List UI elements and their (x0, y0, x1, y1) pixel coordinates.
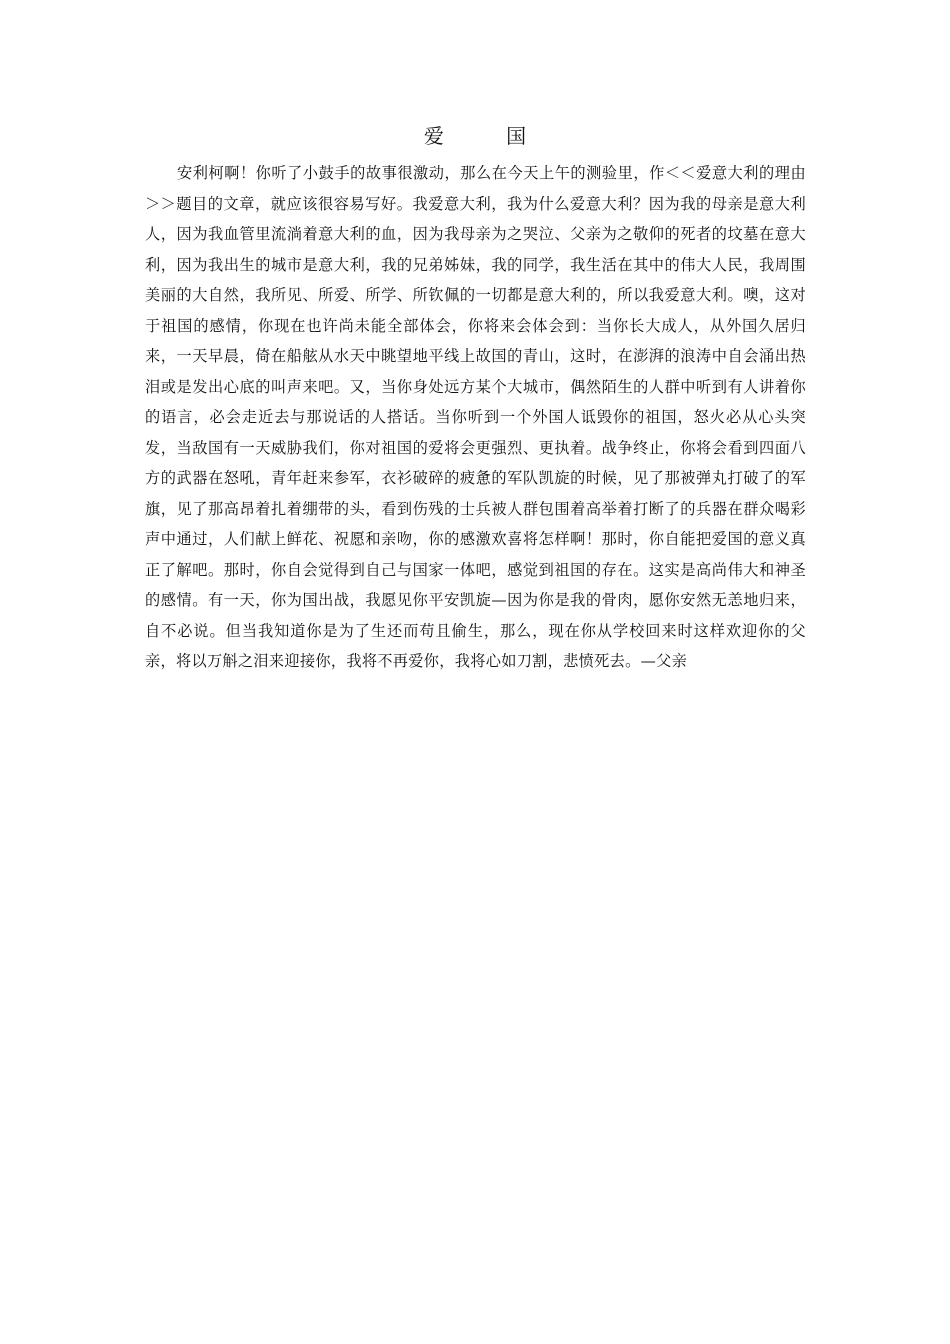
document-title: 爱 国 (423, 124, 555, 148)
document-body-paragraph: 安利柯啊！你听了小鼓手的故事很激动，那么在今天上午的测验里，作＜＜爱意大利的理由＞＞题目的文章，就应该很容易写好。我爱意大利，我为什么爱意大利？因为我的母亲是意大利人，因为我血管里流淌着意大利的血，因为我母亲为之哭泣、父亲为之敬仰的死者的坟墓在意大利，因为我出生的城市是意大利，我的兄弟姊妹，我的同学，我生活在其中的伟大人民，我周围美丽的大自然，我所见、所爱、所学、所钦佩的一切都是意大利的，所以我爱意大利。噢，这对于祖国的感情，你现在也许尚未能全部体会，你将来会体会到：当你长大成人，从外国久居归来，一天早晨，倚在船舷从水天中眺望地平线上故国的青山，这时，在澎湃的浪涛中自会涌出热泪或是发出心底的叫声来吧。又，当你身处远方某个大城市，偶然陌生的人群中听到有人讲着你的语言，必会走近去与那说话的人搭话。当你听到一个外国人诋毁你的祖国，怒火必从心头突发，当敌国有一天威胁我们，你对祖国的爱将会更强烈、更执着。战争终止，你将会看到四面八方的武器在怒吼，青年赶来参军，衣衫破碎的疲惫的军队凯旋的时候，见了那被弹丸打破了的军旗，见了那高昂着扎着绷带的头，看到伤残的士兵被人群包围着高举着打断了的兵器在群众喝彩声中通过，人们献上鲜花、祝愿和亲吻，你的感激欢喜将怎样啊！那时，你自能把爱国的意义真正了解吧。那时，你自会觉得到自己与国家一体吧，感觉到祖国的存在。这实是高尚伟大和神圣的感情。有一天，你为国出战，我愿见你平安凯旋—因为你是我的骨肉，愿你安然无恙地归来，自不必说。但当我知道你是为了生还而苟且偷生，那么，现在你从学校回来时这样欢迎你的父亲，将以万斛之泪来迎接你，我将不再爱你，我将心如刀割，悲愤死去。—父亲 (145, 164, 806, 670)
